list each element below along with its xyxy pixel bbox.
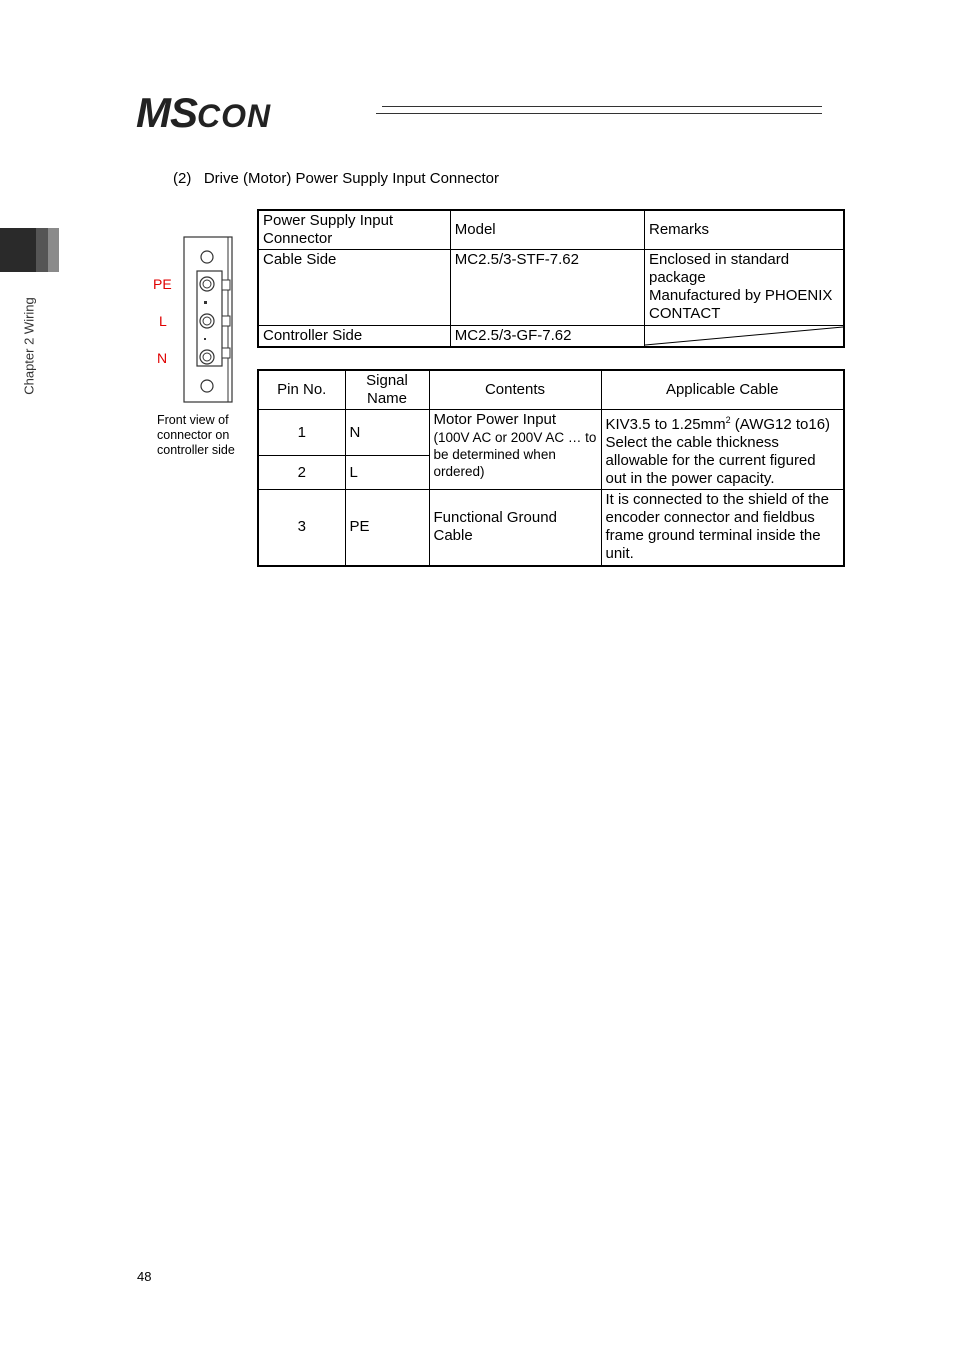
logo-tail: CON: [197, 98, 272, 134]
header-rule-bottom: [376, 113, 822, 114]
connector-drawing: [182, 236, 236, 404]
header-cell: Pin No.: [258, 370, 345, 410]
table-row: [258, 326, 844, 348]
page-number: 48: [137, 1269, 152, 1284]
remarks-cell: [644, 250, 844, 326]
header-cell: Remarks: [644, 210, 844, 250]
contents-cell: Functional Ground Cable: [429, 490, 601, 566]
table-row: [258, 410, 844, 456]
cable-cell: It is connected to the shield of the encoder connector and fieldbus frame ground terminal inside the unit.: [601, 490, 844, 566]
pin-number-cell: 2: [258, 456, 345, 490]
diagonal-line: [645, 326, 843, 346]
table-row: [258, 250, 844, 326]
signal-cell: N: [345, 410, 429, 456]
pin-assignment-table: [257, 369, 845, 567]
header-cell: Signal Name: [345, 370, 429, 410]
pin-label-l: L: [159, 313, 167, 329]
contents-note: (100V AC or 200V AC … to be determined when ordered): [433, 430, 597, 479]
cable-text-post: (AWG12 to16) Select the cable thickness allowable for the current figured out in the power capacity.: [605, 416, 831, 487]
table-header-row: [258, 370, 844, 410]
table-row: [258, 490, 844, 566]
table-cell: Cable Side: [258, 250, 450, 326]
connector-caption: Front view of connector on controller side: [157, 413, 235, 457]
chapter-tab-light: [48, 228, 59, 272]
section-title: (2) Drive (Motor) Power Supply Input Connector: [173, 170, 499, 187]
header-rule-top: [382, 106, 822, 107]
table-cell: MC2.5/3-STF-7.62: [450, 250, 644, 326]
cable-cell: [601, 410, 844, 490]
logo-main: MS: [136, 89, 197, 136]
header-cell: Contents: [429, 370, 601, 410]
signal-cell: PE: [345, 490, 429, 566]
table-cell: Controller Side: [258, 326, 450, 348]
header-cell: Applicable Cable: [601, 370, 844, 410]
pin-number-cell: 3: [258, 490, 345, 566]
table-cell: MC2.5/3-GF-7.62: [450, 326, 644, 348]
pin-number-cell: 1: [258, 410, 345, 456]
cable-superscript: 2: [725, 415, 731, 425]
pin-label-pe: PE: [153, 276, 172, 292]
chapter-label: Chapter 2 Wiring: [21, 297, 37, 395]
pin-label-n: N: [157, 350, 168, 366]
cable-text-pre: KIV3.5 to 1.25mm: [605, 416, 726, 433]
signal-cell: L: [345, 456, 429, 490]
chapter-tab-mid: [36, 228, 48, 272]
contents-cell: [429, 410, 601, 490]
chapter-tab-dark: [0, 228, 36, 272]
header-cell: Power Supply Input Connector: [258, 210, 450, 250]
remarks-line: Enclosed in standard package: [648, 251, 790, 286]
remarks-line: Manufactured by PHOENIX CONTACT: [648, 287, 833, 322]
table-header-row: [258, 210, 844, 250]
empty-diagonal-cell: [644, 326, 844, 348]
contents-title: Motor Power Input: [433, 411, 557, 428]
connector-model-table: [257, 209, 845, 348]
header-cell: Model: [450, 210, 644, 250]
brand-logo: [136, 89, 272, 136]
